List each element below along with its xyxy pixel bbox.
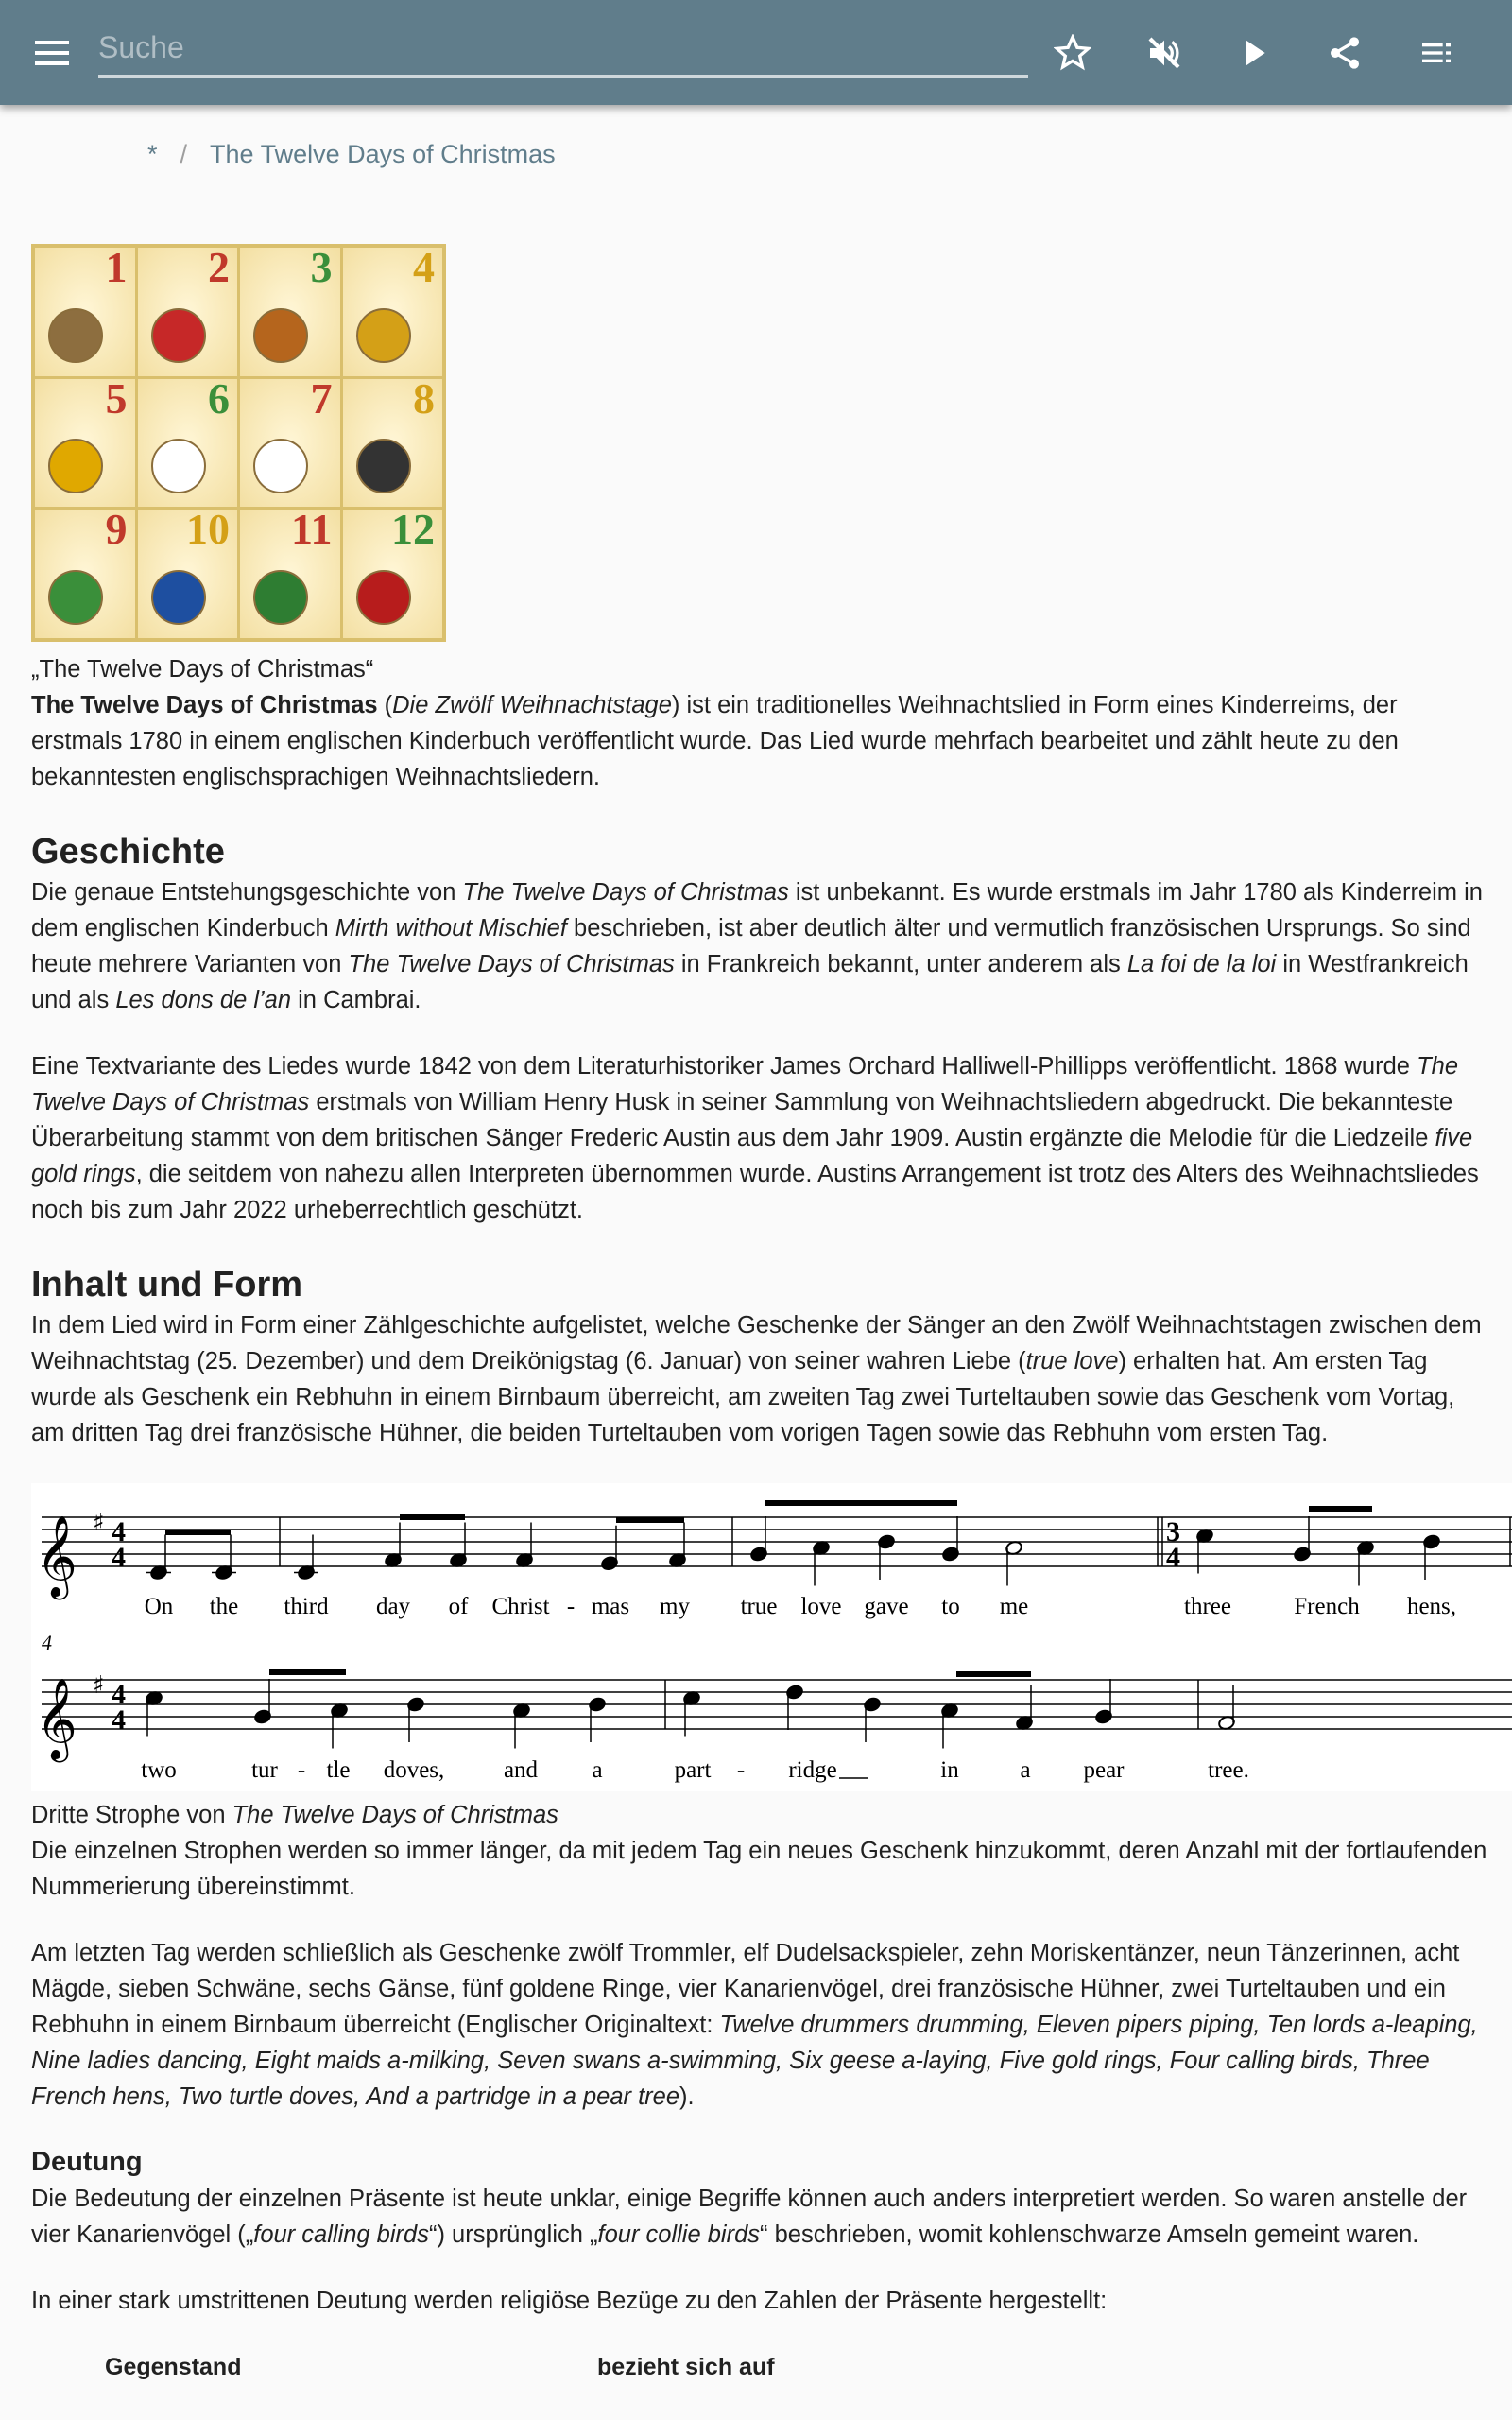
text-segment: in Westfrankreich und als	[31, 951, 1469, 1013]
day-number: 5	[105, 378, 128, 423]
sharp-icon: ♯	[93, 1671, 105, 1700]
text-segment: The Twelve Days of Christmas	[348, 951, 675, 977]
lyric-syllable: doves,	[383, 1757, 445, 1783]
day-number: 3	[310, 248, 333, 291]
day-number: 2	[208, 248, 230, 291]
text-segment: Die genaue Entstehungsgeschichte von	[31, 879, 463, 906]
time-signature-top: 4	[112, 1679, 126, 1710]
gift-figure-icon	[253, 439, 308, 493]
gift-figure-icon	[48, 439, 103, 493]
note-beam	[165, 1530, 231, 1535]
heading-geschichte: Geschichte	[31, 832, 225, 872]
lyric-syllable: in	[940, 1757, 959, 1783]
text-segment: true love	[1025, 1348, 1119, 1374]
lyric-syllable: mas	[591, 1594, 630, 1619]
sharp-icon: ♯	[93, 1509, 105, 1537]
lyric-syllable: third	[284, 1594, 329, 1619]
interpretation-paragraph-1	[31, 2181, 1494, 2253]
lyric-syllable: and	[503, 1757, 539, 1783]
heading-inhalt-und-form: Inhalt und Form	[31, 1265, 303, 1305]
text-segment: The Twelve Days of Christmas	[232, 1802, 558, 1828]
day-number: 8	[413, 378, 435, 423]
interpretation-table-header	[31, 2349, 1494, 2385]
breadcrumb	[147, 140, 556, 169]
lyric-syllable: three	[1184, 1594, 1231, 1619]
text-segment: erstmals von William Henry Husk in seiner Sammlung von Weihnachtsliedern abgedruckt. Die bekannteste Überarbeitung stammt von dem britischen Sänger Frederic Austin aus dem Jahr 1909. Austin ergänzte die Melodie für die Liedzeile	[31, 1089, 1453, 1151]
illustration-tile	[138, 510, 238, 638]
text-segment: Die Bedeutung der einzelnen Präsente ist heute unklar, einige Begriffe können auch anders interpretiert werden. So waren anstelle der vier Kanarienvögel („	[31, 2186, 1468, 2248]
sheet-music[interactable]	[31, 1483, 1512, 1791]
day-number: 7	[310, 378, 333, 423]
day-number: 11	[291, 510, 333, 554]
illustration-tile	[343, 379, 443, 508]
treble-clef-icon: 𝄞	[36, 1678, 77, 1759]
time-signature-top: 4	[112, 1516, 126, 1547]
lyric-syllable: me	[999, 1594, 1029, 1619]
text-segment: (	[377, 692, 393, 718]
lyric-syllable: gave	[864, 1594, 909, 1619]
day-number: 4	[413, 248, 435, 291]
gift-figure-icon	[151, 439, 206, 493]
measure-number: 4	[42, 1631, 52, 1654]
column-header-gegenstand: Gegenstand	[105, 2354, 242, 2380]
note-beam	[1309, 1506, 1372, 1512]
lyric-syllable: day	[375, 1594, 411, 1619]
note-beam	[400, 1514, 465, 1520]
column-header-bezieht-sich-auf: bezieht sich auf	[597, 2354, 775, 2380]
lyric-syllable: a	[1020, 1757, 1031, 1783]
article	[31, 244, 1494, 2385]
text-segment: In einer stark umstrittenen Deutung werden religiöse Bezüge zu den Zahlen der Präsente hergestellt:	[31, 2288, 1108, 2314]
illustration-tile	[138, 248, 238, 376]
text-segment: ) ist ein traditionelles Weihnachtslied in Form eines Kinderreims, der erstmals 1780 in einem englischen Kinderbuch veröffentlicht wurde. Das Lied wurde mehrfach bearbeitet und zählt heute zu den bekanntesten englischsprachigen Weihnachtsliedern.	[31, 692, 1399, 790]
interpretation-paragraph-2	[31, 2283, 1494, 2319]
time-signature-top: 3	[1166, 1516, 1180, 1547]
text-segment: ).	[679, 2083, 695, 2110]
note-beam	[956, 1671, 1031, 1677]
heading-deutung: Deutung	[31, 2147, 143, 2177]
text-segment: Dritte Strophe von	[31, 1802, 232, 1828]
gift-figure-icon	[253, 570, 308, 625]
lyric-syllable: part	[674, 1757, 712, 1783]
app-toolbar	[0, 0, 1512, 105]
text-segment: beschrieben, ist aber deutlich älter und vermutlich französischen Ursprungs. So sind heute mehrere Varianten von	[31, 915, 1471, 977]
lyric-syllable: the	[209, 1594, 239, 1619]
text-segment: in Cambrai.	[291, 987, 421, 1013]
content-paragraph-3	[31, 1935, 1494, 2115]
lyric-syllable: -	[566, 1594, 576, 1619]
lyric-syllable: of	[448, 1594, 469, 1619]
breadcrumb-current[interactable]: The Twelve Days of Christmas	[210, 140, 556, 168]
lyric-syllable: to	[941, 1594, 960, 1619]
lyric-syllable: pear	[1083, 1757, 1125, 1783]
share-icon[interactable]	[1321, 29, 1368, 77]
time-signature-bottom: 4	[112, 1704, 126, 1736]
text-segment: La foi de la loi	[1126, 951, 1277, 977]
treble-clef-icon: 𝄞	[36, 1515, 77, 1597]
text-segment: four calling birds	[253, 2221, 429, 2248]
play-icon[interactable]	[1230, 29, 1278, 77]
gift-figure-icon	[356, 570, 411, 625]
text-segment: , die seitdem von nahezu allen Interpreten übernommen wurde. Austins Arrangement ist trotz des Alters des Weihnachtsliedes noch bis zum Jahr 2022 urheberrechtlich geschützt.	[31, 1161, 1479, 1223]
text-segment: in Frankreich bekannt, unter anderem als	[674, 951, 1127, 977]
text-segment: “ beschrieben, womit kohlenschwarze Amseln gemeint waren.	[760, 2221, 1419, 2248]
text-segment: Die einzelnen Strophen werden so immer länger, da mit jedem Tag ein neues Geschenk hinzukommt, deren Anzahl mit der fortlaufenden Nummerierung übereinstimmt.	[31, 1838, 1487, 1900]
text-segment: Eine Textvariante des Liedes wurde 1842 von dem Literaturhistoriker James Orchard Halliwell-Phillipps veröffentlicht. 1868 wurde	[31, 1053, 1418, 1080]
history-paragraph-1	[31, 874, 1494, 1018]
lyric-syllable: tur	[251, 1757, 278, 1783]
text-segment: Am letzten Tag werden schließlich als Geschenke zwölf Trommler, elf Dudelsackspieler, zehn Moriskentänzer, neun Tänzerinnen, acht Mägde, sieben Schwäne, sechs Gänse, fünf goldene Ringe, vier Kanarienvögel, drei französische Hühner, zwei Turteltauben und ein Rebhuhn in einem Birnbaum überreicht (Englischer Originaltext:	[31, 1940, 1460, 2038]
lyric-syllable: true	[740, 1594, 778, 1619]
illustration-tile	[35, 248, 135, 376]
star-icon[interactable]	[1049, 29, 1096, 77]
lyric-syllable: -	[297, 1757, 306, 1783]
text-segment: The Twelve Days of Christmas	[31, 1053, 1459, 1115]
text-segment: Les dons de l’an	[115, 987, 292, 1013]
search-input[interactable]	[98, 21, 1028, 78]
text-segment: Twelve drummers drumming, Eleven pipers piping, Ten lords a-leaping, Nine ladies dancing, Eight maids a-milking, Seven swans a-swimming, Six geese a-laying, Five gold rings, Four calling birds, Three French hens, Two turtle doves, And a partridge in a pear tree	[31, 2012, 1478, 2110]
illustration-tile	[343, 248, 443, 376]
volume-off-icon[interactable]	[1141, 29, 1188, 77]
content-paragraph-1	[31, 1307, 1494, 1451]
gift-figure-icon	[356, 439, 411, 493]
note-beam	[616, 1517, 684, 1523]
time-signature-bottom: 4	[1166, 1542, 1180, 1573]
gift-figure-icon	[356, 308, 411, 363]
text-segment: four collie birds	[597, 2221, 761, 2248]
illustration-tile	[343, 510, 443, 638]
day-number: 6	[208, 378, 230, 423]
twelve-days-illustration[interactable]	[31, 244, 446, 642]
illustration-tile	[240, 510, 340, 638]
text-segment: Mirth without Mischief	[335, 915, 567, 942]
lyric-syllable: tle	[326, 1757, 351, 1783]
day-number: 1	[105, 248, 128, 291]
lyric-syllable: my	[660, 1594, 690, 1619]
history-paragraph-2	[31, 1048, 1494, 1228]
breadcrumb-home[interactable]: *	[147, 140, 158, 168]
intro-paragraph	[31, 687, 1494, 795]
text-segment: five gold rings	[31, 1125, 1473, 1187]
time-signature-bottom: 4	[112, 1542, 126, 1573]
day-number: 9	[105, 510, 128, 554]
illustration-tile	[35, 510, 135, 638]
image-caption: „The Twelve Days of Christmas“	[31, 656, 374, 683]
lyric-syllable: -	[736, 1757, 746, 1783]
lyric-syllable: love	[800, 1594, 842, 1619]
text-segment: The Twelve Days of Christmas	[31, 692, 378, 718]
gift-figure-icon	[253, 308, 308, 363]
text-segment: Die Zwölf Weihnachtstage	[392, 692, 672, 718]
illustration-tile	[138, 379, 238, 508]
illustration-tile	[35, 379, 135, 508]
day-number: 12	[391, 510, 435, 554]
text-segment: In dem Lied wird in Form einer Zählgeschichte aufgelistet, welche Geschenke der Sänger an den Zwölf Weihnachtstagen zwischen dem Weihnachtstag (25. Dezember) und dem Dreikönigstag (6. Januar) von seiner wahren Liebe (	[31, 1312, 1482, 1374]
text-segment: ) erhalten hat. Am ersten Tag wurde als Geschenk ein Rebhuhn in einem Birnbaum überreicht, am zweiten Tag zwei Turteltauben sowie das Geschenk vom Vortag, am dritten Tag drei französische Hühner, die beiden Turteltauben vom vorigen Tagen sowie das Rebhuhn vom ersten Tag.	[31, 1348, 1455, 1446]
gift-figure-icon	[48, 308, 103, 363]
text-segment: “) ursprünglich „	[428, 2221, 598, 2248]
music-caption	[31, 1797, 1494, 1833]
illustration-tile	[240, 248, 340, 376]
lyric-syllable: On	[144, 1594, 174, 1619]
menu-icon[interactable]	[28, 29, 76, 77]
lyric-syllable: two	[141, 1757, 177, 1783]
breadcrumb-separator: /	[180, 140, 188, 168]
gift-figure-icon	[48, 570, 103, 625]
lyric-syllable: Christ	[491, 1594, 550, 1619]
note-beam	[765, 1500, 957, 1506]
list-icon[interactable]	[1413, 29, 1460, 77]
text-segment: ist unbekannt. Es wurde erstmals im Jahr 1780 als Kinderreim in dem englischen Kinderbuch	[31, 879, 1483, 942]
gift-figure-icon	[151, 308, 206, 363]
lyric-syllable: a	[592, 1757, 603, 1783]
illustration-tile	[240, 379, 340, 508]
text-segment: The Twelve Days of Christmas	[462, 879, 789, 906]
lyric-syllable: ridge	[788, 1757, 837, 1783]
lyric-syllable: tree.	[1208, 1757, 1249, 1783]
day-number: 10	[186, 510, 230, 554]
content-paragraph-2	[31, 1833, 1494, 1905]
gift-figure-icon	[151, 570, 206, 625]
note-beam	[269, 1669, 346, 1675]
lyric-syllable: French	[1294, 1594, 1360, 1619]
lyric-syllable: hens,	[1406, 1594, 1457, 1619]
